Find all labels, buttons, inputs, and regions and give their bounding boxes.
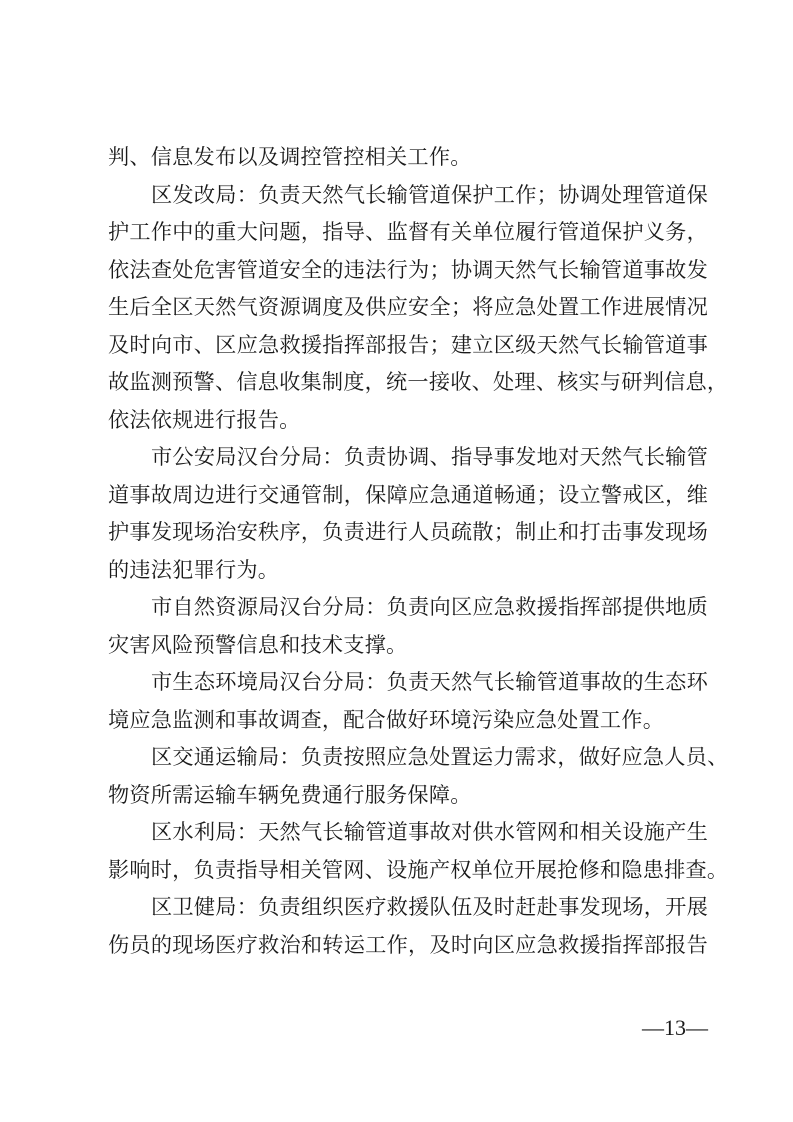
text-line: 判、信息发布以及调控管控相关工作。 (108, 144, 472, 169)
text-line: 护工作中的重大问题，指导、监督有关单位履行管道保护义务， (108, 219, 708, 244)
text-line: 护事发现场治安秩序，负责进行人员疏散；制止和打击事发现场 (108, 519, 708, 544)
text-line: 灾害风险预警信息和技术支撑。 (108, 631, 408, 657)
text-line: 依法查处危害管道安全的违法行为；协调天然气长输管道事故发 (108, 256, 708, 282)
text-line: 市自然资源局汉台分局：负责向区应急救援指挥部提供地质 (151, 594, 708, 619)
text-line: 市公安局汉台分局：负责协调、指导事发地对天然气长输管 (151, 444, 708, 469)
text-line: 依法依规进行报告。 (108, 406, 301, 432)
text-line: 市生态环境局汉台分局：负责天然气长输管道事故的生态环 (151, 669, 708, 694)
text-line: 的违法犯罪行为。 (108, 556, 280, 582)
text-line: 区卫健局：负责组织医疗救援队伍及时赶赴事发现场，开展 (151, 894, 708, 919)
text-line: 故监测预警、信息收集制度，统一接收、处理、核实与研判信息， (108, 369, 729, 394)
page-number: —13— (642, 1015, 708, 1040)
text-line: 区水利局：天然气长输管道事故对供水管网和相关设施产生 (151, 819, 708, 844)
text-line: 伤员的现场医疗救治和转运工作，及时向区应急救援指挥部报告 (108, 931, 708, 957)
text-line: 区发改局：负责天然气长输管道保护工作；协调处理管道保 (151, 181, 708, 207)
text-line: 影响时，负责指导相关管网、设施产权单位开展抢修和隐患排查。 (108, 856, 729, 882)
text-line: 生后全区天然气资源调度及供应安全；将应急处置工作进展情况 (108, 294, 708, 319)
text-line: 境应急监测和事故调查，配合做好环境污染应急处置工作。 (108, 706, 665, 732)
body-text (108, 138, 729, 963)
text-line: 道事故周边进行交通管制，保障应急通道畅通；设立警戒区，维 (108, 481, 708, 507)
text-line: 区交通运输局：负责按照应急处置运力需求，做好应急人员、 (151, 744, 729, 769)
text-line: 物资所需运输车辆免费通行服务保障。 (108, 781, 472, 807)
text-line: 及时向市、区应急救援指挥部报告；建立区级天然气长输管道事 (108, 331, 708, 357)
